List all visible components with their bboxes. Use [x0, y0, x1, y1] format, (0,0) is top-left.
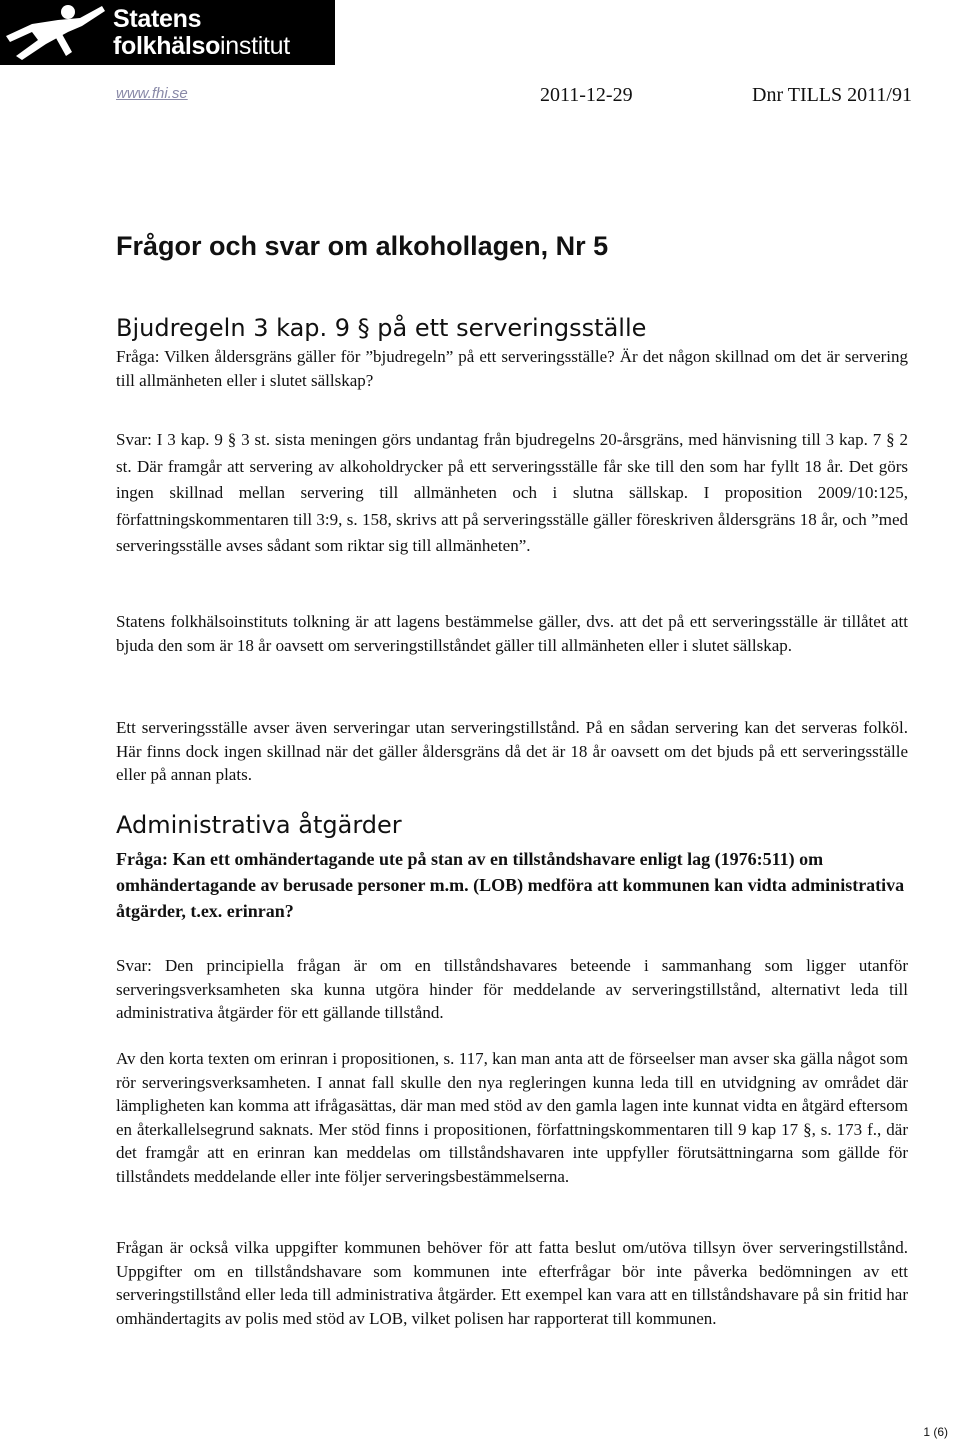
document-reference: Dnr TILLS 2011/91: [752, 84, 912, 106]
paragraph-folkol: Ett serveringsställe avser även serveringar utan serveringstillstånd. På en sådan servering kan det serveras folköl. Här finns dock ingen skillnad när det gäller åldersgräns då det är 18 år oavsett om det bjuds på ett serveringsställe eller på annan plats.: [116, 718, 908, 784]
question-administrativa: Fråga: Kan ett omhändertagande ute på stan av en tillståndshavare enligt lag (1976:511) om omhändertagande av berusade personer m.m. (LOB) medföra att kommunen kan vidta administrativa åtgärder, t.ex. erinran?: [116, 849, 905, 921]
logo-text-line2: [113, 32, 290, 60]
website-link[interactable]: www.fhi.se: [116, 85, 188, 102]
document-date: 2011-12-29: [540, 84, 633, 106]
running-figure-icon: [2, 2, 106, 62]
fhi-logo: [0, 0, 335, 65]
section-heading-administrativa: Administrativa åtgärder: [116, 811, 402, 839]
paragraph-fhi-interpretation: Statens folkhälsoinstituts tolkning är att lagens bestämmelse gäller, dvs. att det på ett serveringsställe är tillåtet att bjuda den som är 18 år oavsett om serveringstillståndet gäller till allmänheten eller i slutet sällskap.: [116, 612, 908, 655]
section-heading-bjudregeln: Bjudregeln 3 kap. 9 § på ett serveringsställe: [116, 314, 647, 342]
paragraph-uppgifter: Frågan är också vilka uppgifter kommunen behöver för att fatta beslut om/utöva tillsyn över serveringstillstånd. Uppgifter om en tillståndshavare som kommunen inte efterfrågar bör inte påverka bedömningen av ett serveringstillstånd eller leda till administrativa åtgärder. Ett exempel kan vara att en tillståndshavare på sin fritid har omhändertagits av polis med stöd av LOB, vilket polisen har rapporterat till kommunen.: [116, 1238, 908, 1328]
answer-bjudregeln: Svar: I 3 kap. 9 § 3 st. sista meningen görs undantag från bjudregelns 20-årsgräns, med hänvisning till 3 kap. 7 § 2 st. Där framgår att servering av alkoholdrycker på ett serveringsställe får ske till den som har fyllt 18 år. Det görs ingen skillnad mellan servering till allmänheten och i slutna sällskap. I proposition 2009/10:125, författningskommentaren till 3:9, s. 158, skrivs att på serveringsställe gäller föreskriven åldersgräns 18 år, och ”med serveringsställe avses sådant som riktar sig till allmänheten”.: [116, 430, 908, 555]
logo-text-line1: Statens: [113, 5, 202, 33]
document-title: Frågor och svar om alkohollagen, Nr 5: [116, 231, 609, 261]
answer-administrativa: Svar: Den principiella frågan är om en tillståndshavares beteende i sammanhang som ligger utanför serveringsverksamheten ska kunna utgöra hinder för meddelande av serveringstillstånd, alternativt leda till administrativa åtgärder för ett gällande tillstånd.: [116, 956, 908, 1022]
logo-text-bold: folkhälso: [113, 32, 221, 60]
page-number: 1 (6): [923, 1425, 948, 1439]
logo-text-thin: institut: [220, 32, 290, 60]
paragraph-erinran: Av den korta texten om erinran i propositionen, s. 117, kan man anta att de förseelser man avser ska gälla något som rör serveringsverksamheten. I annat fall skulle den nya regleringen kunna leda till en utvidgning av området där lämpligheten kan komma att ifrågasättas, där man med stöd av den gamla lagen inte kunnat vidta en åtgärd eftersom en återkallelsegrund saknats. Mer stöd finns i propositionen, författningskommentaren till 9 kap 17 §, s. 173 f., där det framgår att en erinran kan meddelas om tillståndshavaren inte uppfyller förutsättningarna som gällde för tillståndets meddelande eller inte följer serveringsbestämmelserna.: [116, 1049, 908, 1186]
question-bjudregeln: Fråga: Vilken åldersgräns gäller för ”bjudregeln” på ett serveringsställe? Är det någon skillnad om det är servering till allmänheten eller i slutet sällskap?: [116, 347, 908, 390]
